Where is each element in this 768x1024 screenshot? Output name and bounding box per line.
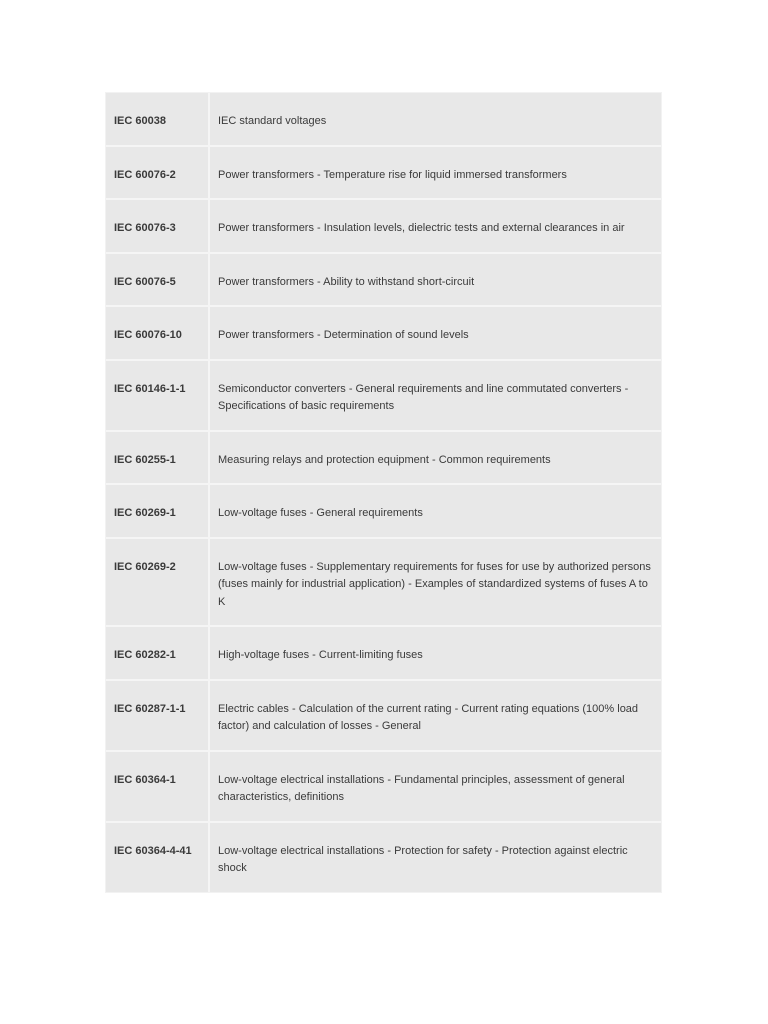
standard-title: High-voltage fuses - Current-limiting fuses (210, 627, 661, 681)
table-row (106, 307, 661, 361)
standard-title: Low-voltage electrical installations - Fundamental principles, assessment of general characteristics, definitions (210, 752, 661, 823)
standard-code: IEC 60364-4-41 (106, 823, 210, 892)
standard-title: Power transformers - Temperature rise for liquid immersed transformers (210, 147, 661, 201)
standard-code: IEC 60269-2 (106, 539, 210, 628)
standard-code: IEC 60146-1-1 (106, 361, 210, 432)
table-row (106, 681, 661, 752)
standard-title: Power transformers - Determination of sound levels (210, 307, 661, 361)
standard-title: Electric cables - Calculation of the current rating - Current rating equations (100% load factor) and calculation of losses - General (210, 681, 661, 752)
table-row (106, 752, 661, 823)
table-row (106, 432, 661, 486)
standard-title: Low-voltage fuses - Supplementary requirements for fuses for use by authorized persons (fuses mainly for industrial application) - Examples of standardized systems of fuses A to K (210, 539, 661, 628)
standard-code: IEC 60287-1-1 (106, 681, 210, 752)
standard-title: Power transformers - Ability to withstand short-circuit (210, 254, 661, 308)
table-row (106, 485, 661, 539)
standard-code: IEC 60255-1 (106, 432, 210, 486)
standard-title: Low-voltage fuses - General requirements (210, 485, 661, 539)
table-row (106, 823, 661, 892)
standard-code: IEC 60076-10 (106, 307, 210, 361)
standard-code: IEC 60038 (106, 93, 210, 147)
standards-table (105, 92, 662, 893)
table-row (106, 361, 661, 432)
standard-code: IEC 60282-1 (106, 627, 210, 681)
standard-code: IEC 60076-5 (106, 254, 210, 308)
standard-code: IEC 60269-1 (106, 485, 210, 539)
table-row (106, 200, 661, 254)
standard-title: Low-voltage electrical installations - Protection for safety - Protection against electric shock (210, 823, 661, 892)
table-row (106, 254, 661, 308)
standard-title: IEC standard voltages (210, 93, 661, 147)
table-row (106, 627, 661, 681)
table-row (106, 93, 661, 147)
standard-title: Power transformers - Insulation levels, dielectric tests and external clearances in air (210, 200, 661, 254)
standard-code: IEC 60364-1 (106, 752, 210, 823)
standard-code: IEC 60076-3 (106, 200, 210, 254)
table-row (106, 539, 661, 628)
table-row (106, 147, 661, 201)
standard-code: IEC 60076-2 (106, 147, 210, 201)
standard-title: Measuring relays and protection equipment - Common requirements (210, 432, 661, 486)
standard-title: Semiconductor converters - General requirements and line commutated converters - Specifications of basic requirements (210, 361, 661, 432)
